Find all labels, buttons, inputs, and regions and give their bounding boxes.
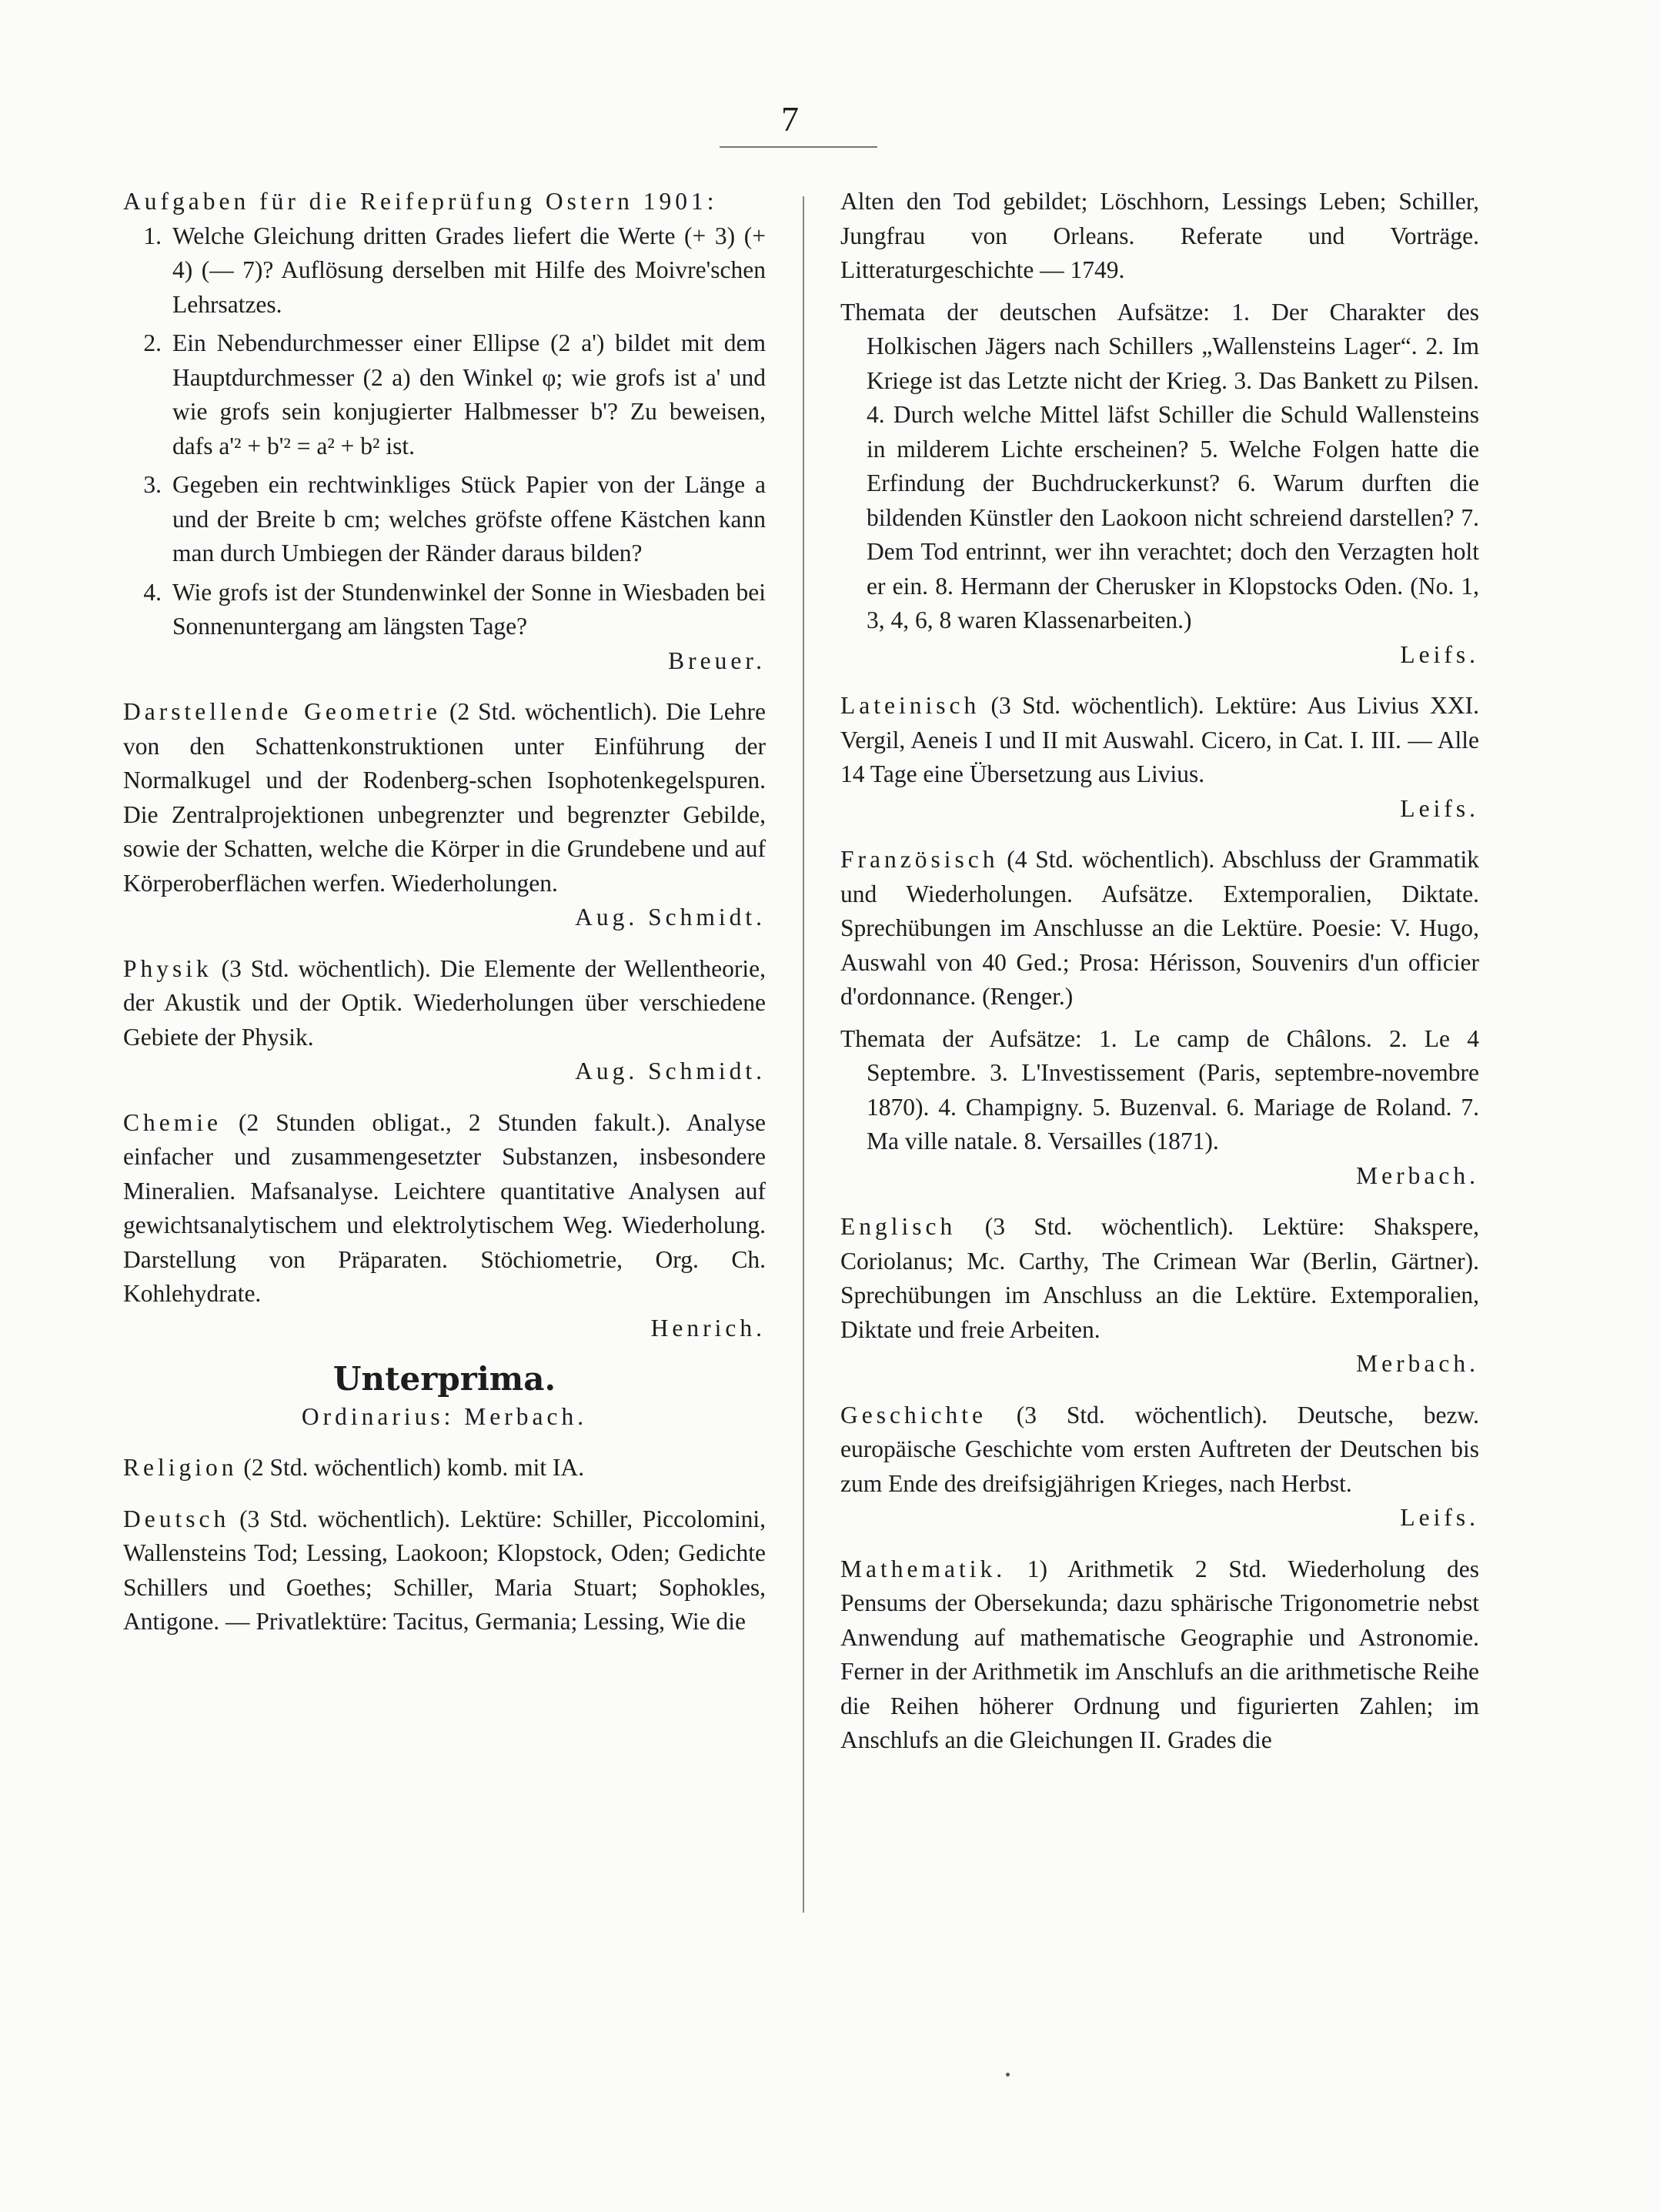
subject-name: Religion xyxy=(123,1454,238,1481)
unterprima-heading xyxy=(123,1362,766,1434)
signature: Henrich. xyxy=(650,1314,766,1342)
section-mathematik xyxy=(840,1552,1479,1758)
aufgabe-number: 3. xyxy=(143,471,162,498)
signature: Leifs. xyxy=(1400,1504,1479,1531)
subject-text: (3 Std. wöchentlich). Lektüre: Aus Livius XXI. Vergil, Aeneis I und II mit Auswahl. Cicero, in Cat. I. III. — Alle 14 Tage eine Übersetzung aus Livius. xyxy=(840,692,1480,787)
aufgabe-text: Welche Gleichung dritten Grades liefert die Werte (+ 3) (+ 4) (— 7)? Auflösung derselben mit Hilfe des Moivre'schen Lehrsatzes. xyxy=(172,222,766,318)
section-lateinisch xyxy=(840,689,1479,826)
subject-name: Physik xyxy=(123,954,212,982)
themata-text: Themata der deutschen Aufsätze: 1. Der Charakter des Holkischen Jägers nach Schillers „Wallensteins Lager“. 2. Im Kriege ist das Letzte nicht der Krieg. 3. Das Bankett zu Pilsen. 4. Durch welche Mittel läfst Schiller die Schuld Wallensteins in milderem Lichte erscheinen? 5. Welche Folgen hatte die Erfindung der Buchdruckerkunst? 6. Warum durften die bildenden Künstler den Laokoon nicht schreiend darstellen? 7. Dem Tod entrinnt, wer ihn verachtet; doch den Verzagten holt er ein. 8. Hermann der Cherusker in Klopstocks Oden. (No. 1, 3, 4, 6, 8 waren Klassenarbeiten.) xyxy=(840,298,1479,633)
signature: Leifs. xyxy=(1400,640,1479,668)
section-englisch xyxy=(840,1210,1479,1382)
signature: Aug. Schmidt. xyxy=(575,904,766,931)
page-number: 7 xyxy=(781,99,799,139)
signature: Merbach. xyxy=(1356,1161,1479,1189)
right-column xyxy=(840,185,1479,1775)
section-religion xyxy=(123,1451,766,1485)
subject-text: (3 Std. wöchentlich). Lektüre: Schiller, Piccolomini, Wallensteins Tod; Lessing, Laokoon; Klopstock, Oden; Gedichte Schillers und Goethes; Schiller, Maria Stuart; Sophokles, Antigone. — Privatlektüre: Tacitus, Germania; Lessing, Wie die xyxy=(123,1505,766,1635)
signature: Aug. Schmidt. xyxy=(575,1058,766,1084)
aufgabe-text: Gegeben ein rechtwinkliges Stück Papier von der Länge a und der Breite b cm; welches gröfste offene Kästchen kann man durch Umbiegen der Ränder daraus bilden? xyxy=(172,471,766,566)
subject-text: (3 Std. wöchentlich). Die Elemente der Wellentheorie, der Akustik und der Optik. Wiederholungen über verschiedene Gebiete der Physik. xyxy=(123,954,767,1051)
section-deutsch xyxy=(123,1502,766,1639)
subject-text: (3 Std. wöchentlich). Deutsche, bezw. europäische Geschichte vom ersten Auftreten der Deutschen bis zum Ende des dreifsigjährigen Krieges, nach Herbst. xyxy=(840,1401,1479,1497)
subject-text: Alten den Tod gebildet; Löschhorn, Lessings Leben; Schiller, Jungfrau von Orleans. Referate und Vorträge. Litteraturgeschichte — 1749. xyxy=(840,188,1479,283)
signature: Leifs. xyxy=(1400,794,1479,822)
section-geschichte xyxy=(840,1398,1479,1535)
section-aufgaben xyxy=(123,185,766,678)
aufgabe-text: Ein Nebendurchmesser einer Ellipse (2 a') bildet mit dem Hauptdurchmesser (2 a) den Winkel φ; wie grofs ist a' und wie grofs sein konjugierter Halbmesser b'? Zu beweisen, dafs a'² + b'² = a² + b² ist. xyxy=(172,329,766,459)
aufgabe-item xyxy=(123,576,766,644)
subject-text: (2 Std. wöchentlich) komb. mit IA. xyxy=(243,1454,585,1481)
subject-name: Französisch xyxy=(840,846,999,873)
section-deutsch-continued xyxy=(840,185,1479,672)
aufgabe-item xyxy=(123,219,766,322)
subject-name: Lateinisch xyxy=(840,692,980,719)
subject-text: (3 Std. wöchentlich). Lektüre: Shakspere, Coriolanus; Mc. Carthy, The Crimean War (Berlin, Gärtner). Sprechübungen im Anschluss an die Lektüre. Extemporalien, Diktate und freie Arbeiten. xyxy=(840,1213,1479,1343)
column-divider xyxy=(803,196,804,1913)
aufgabe-item xyxy=(123,468,766,571)
section-franzoesisch xyxy=(840,843,1479,1193)
ordinarius: Ordinarius: Merbach. xyxy=(301,1402,588,1430)
subject-name: Mathematik. xyxy=(840,1555,1007,1582)
aufgaben-title: Aufgaben für die Reifeprüfung Ostern 1901: xyxy=(123,188,718,215)
subject-name: Geschichte xyxy=(840,1401,987,1428)
subject-name: Chemie xyxy=(123,1108,222,1136)
page-number-rule xyxy=(720,146,877,148)
aufgabe-number: 2. xyxy=(143,329,162,356)
subject-name: Englisch xyxy=(840,1213,957,1240)
signature: Merbach. xyxy=(1356,1350,1479,1377)
class-title: Unterprima. xyxy=(332,1360,556,1398)
subject-text: (2 Stunden obligat., 2 Stunden fakult.). Analyse einfacher und zusammengesetzter Substanzen, insbesondere Mineralien. Mafsanalyse. Leichtere quantitative Analysen auf gewichtsanalytischem und elektrolytischem Weg. Wiederholung. Darstellung von Präparaten. Stöchiometrie, Org. Ch. Kohlehydrate. xyxy=(123,1108,766,1307)
aufgabe-item xyxy=(123,326,766,463)
signature: Breuer. xyxy=(668,647,766,674)
left-column xyxy=(123,185,766,1656)
section-chemie xyxy=(123,1106,766,1346)
section-darstellende-geometrie xyxy=(123,695,766,935)
print-speck xyxy=(1006,2073,1010,2077)
subject-name: Deutsch xyxy=(123,1505,230,1532)
aufgabe-text: Wie grofs ist der Stundenwinkel der Sonne in Wiesbaden bei Sonnenuntergang am längsten Tage? xyxy=(172,578,766,640)
subject-name: Darstellende Geometrie xyxy=(123,698,442,725)
aufgabe-number: 1. xyxy=(143,222,162,249)
subject-text: (4 Std. wöchentlich). Abschluss der Grammatik und Wiederholungen. Aufsätze. Extemporalien, Diktate. Sprechübungen im Anschlusse an die Lektüre. Poesie: V. Hugo, Auswahl von 40 Ged.; Prosa: Hérisson, Souvenirs d'un officier d'ordonnance. (Renger.) xyxy=(840,846,1480,1010)
subject-text: (2 Std. wöchentlich). Die Lehre von den Schattenkonstruktionen unter Einführung der Normalkugel und der Rodenberg-schen Isophotenkegelspuren. Die Zentralprojektionen unbegrenzter und begrenzter Gebilde, sowie der Schatten, welche die Körper in die Grundebene und auf Körperoberflächen werfen. Wiederholungen. xyxy=(123,698,766,897)
subject-text: 1) Arithmetik 2 Std. Wiederholung des Pensums der Obersekunda; dazu sphärische Trigonometrie nebst Anwendung auf mathematische Geographie und Astronomie. Ferner in der Arithmetik im Anschlufs an die arithmetische Reihe die Reihen höherer Ordnung und figurierten Zahlen; im Anschlufs an die Gleichungen II. Grades die xyxy=(840,1555,1479,1753)
themata-text: Themata der Aufsätze: 1. Le camp de Châlons. 2. Le 4 Septembre. 3. L'Investissement (Paris, septembre-novembre 1870). 4. Champigny. 5. Buzenval. 6. Mariage de Roland. 7. Ma ville natale. 8. Versailles (1871). xyxy=(840,1024,1479,1154)
aufgabe-number: 4. xyxy=(143,578,162,606)
section-physik xyxy=(123,952,766,1089)
